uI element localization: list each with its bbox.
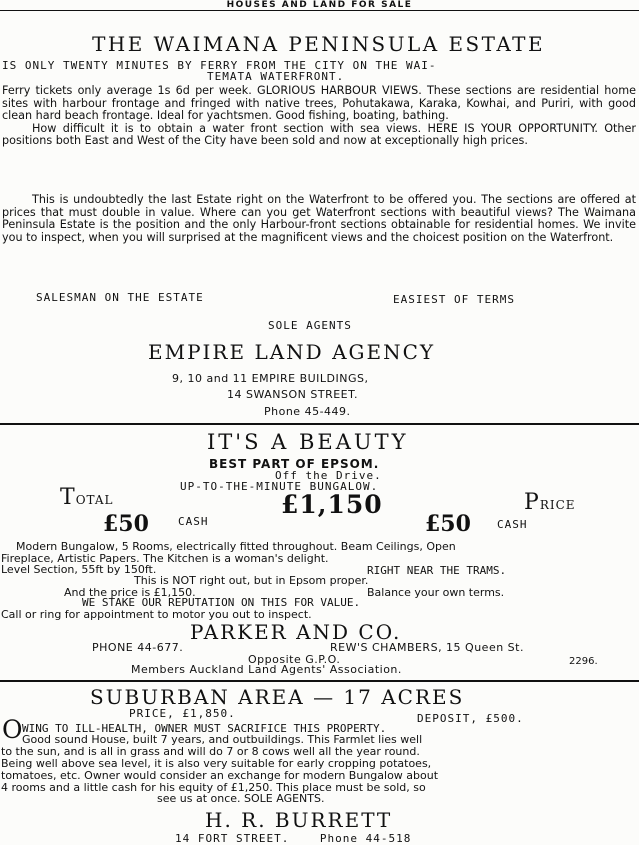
beauty-line: Balance your own terms. [367,586,505,599]
waimana-body-1 [2,85,636,148]
beauty-total-label [60,485,114,510]
suburban-title: SUBURBAN AREA — 17 ACRES [90,685,465,709]
suburban-line: 4 rooms and a little cash for his equity of £1,250. This place must be sold, so [1,781,426,794]
beauty-best-part: BEST PART OF EPSOM. [209,457,380,471]
beauty-line: Level Section, 55ft by 150ft. [1,563,157,576]
beauty-cash-amount-right: £50 [425,511,471,537]
waimana-salesman: SALESMAN ON THE ESTATE [36,291,204,304]
ad-divider-2 [0,680,639,682]
beauty-price-initial: P [524,490,540,515]
beauty-price-rest: RICE [539,498,576,512]
suburban-line: to the sun, and is all in grass and will do 7 or 8 cows well all the year round. [1,745,420,758]
suburban-agent: H. R. BURRETT [205,808,393,832]
beauty-line: Fireplace, Artistic Papers. The Kitchen is a woman's delight. [1,552,329,565]
beauty-total-rest: OTAL [75,493,114,507]
waimana-subtitle-line2: TEMATA WATERFRONT. [207,70,345,83]
waimana-agency: EMPIRE LAND AGENCY [148,340,436,364]
suburban-street: 14 FORT STREET. [175,832,290,845]
waimana-sole-agents: SOLE AGENTS [268,319,352,332]
waimana-phone: Phone 45-449. [264,405,351,418]
suburban-drop-cap: O [2,715,23,744]
beauty-phone: PHONE 44-677. [92,641,184,654]
waimana-subtitle-line1: IS ONLY TWENTY MINUTES BY FERRY FROM THE CITY ON THE WAI- [2,59,437,72]
beauty-cash-label-right: CASH [497,518,528,531]
waimana-address-line2: 14 SWANSON STREET. [227,388,359,401]
beauty-price: £1,150 [281,490,383,519]
suburban-phone: Phone 44-518 [319,832,412,845]
beauty-price-label [524,490,576,515]
ad-divider-1 [0,423,639,425]
beauty-line: RIGHT NEAR THE TRAMS. [367,564,507,577]
beauty-total-initial: T [60,485,76,510]
beauty-members: Members Auckland Land Agents' Association. [131,663,402,676]
suburban-line: tomatoes, etc. Owner would consider an exchange for modern Bungalow about [1,769,439,782]
waimana-terms: EASIEST OF TERMS [393,293,515,306]
beauty-line: Call or ring for appointment to motor you out to inspect. [1,608,312,621]
suburban-line: see us at once. SOLE AGENTS. [157,792,325,805]
suburban-deposit: DEPOSIT, £500. [417,712,524,725]
suburban-street-phone [175,832,411,845]
waimana-title: THE WAIMANA PENINSULA ESTATE [92,32,546,56]
suburban-line: WING TO ILL-HEALTH, OWNER MUST SACRIFICE THIS PROPERTY. [22,722,387,735]
beauty-cash-label-left: CASH [178,515,209,528]
beauty-line: Modern Bungalow, 5 Rooms, electrically fitted throughout. Beam Ceilings, Open [16,540,456,553]
beauty-line: This is NOT right out, but in Epsom proper. [134,574,369,587]
column-header: HOUSES AND LAND FOR SALE [0,0,639,11]
beauty-ref-number: 2296. [569,656,598,667]
beauty-company: PARKER AND CO. [190,620,402,644]
suburban-price: PRICE, £1,850. [129,707,236,720]
waimana-paragraph-1: Ferry tickets only average 1s 6d per week. GLORIOUS HARBOUR VIEWS. These sections are residential home sites with harbour frontage and fringed with native trees, Pohutakawa, Karaka, Kowhai, and Puriri, with good clean hard beach frontage. Ideal for yachtsmen. Good fishing, boating, bathing. [2,84,636,123]
beauty-off-drive: Off the Drive. [275,469,382,482]
beauty-cash-amount-left: £50 [103,511,149,537]
suburban-line: Being well above sea level, it is also very suitable for early cropping potatoes, [1,757,432,770]
suburban-line: Good sound House, built 7 years, and outbuildings. This Farmlet lies well [22,733,423,746]
beauty-opposite: Opposite G.P.O. [248,653,341,666]
waimana-paragraph-3: This is undoubtedly the last Estate right on the Waterfront to be offered you. The sections are offered at prices that must double in value. Where can you get Waterfront sections with beautiful views? The Waimana Peninsula Estate is the position and the only Harbour-front sections obtainable for residential homes. We invite you to inspect, when you will surprised at the magnificent views and the choicest position on the Waterfront. [2,193,636,244]
beauty-line: And the price is £1,150. [64,586,196,599]
beauty-address: REW'S CHAMBERS, 15 Queen St. [330,641,524,654]
waimana-paragraph-2: How difficult it is to obtain a water front section with sea views. HERE IS YOUR OPPORTUNITY. Other positions both East and West of the City have been sold and now at exceptionally high prices. [2,121,636,148]
beauty-line: WE STAKE OUR REPUTATION ON THIS FOR VALUE. [82,596,361,609]
beauty-title: IT'S A BEAUTY [207,430,409,454]
waimana-address-line1: 9, 10 and 11 EMPIRE BUILDINGS, [172,372,369,385]
waimana-body-2 [2,194,636,244]
beauty-up-to-minute: UP-TO-THE-MINUTE BUNGALOW. [180,480,379,493]
